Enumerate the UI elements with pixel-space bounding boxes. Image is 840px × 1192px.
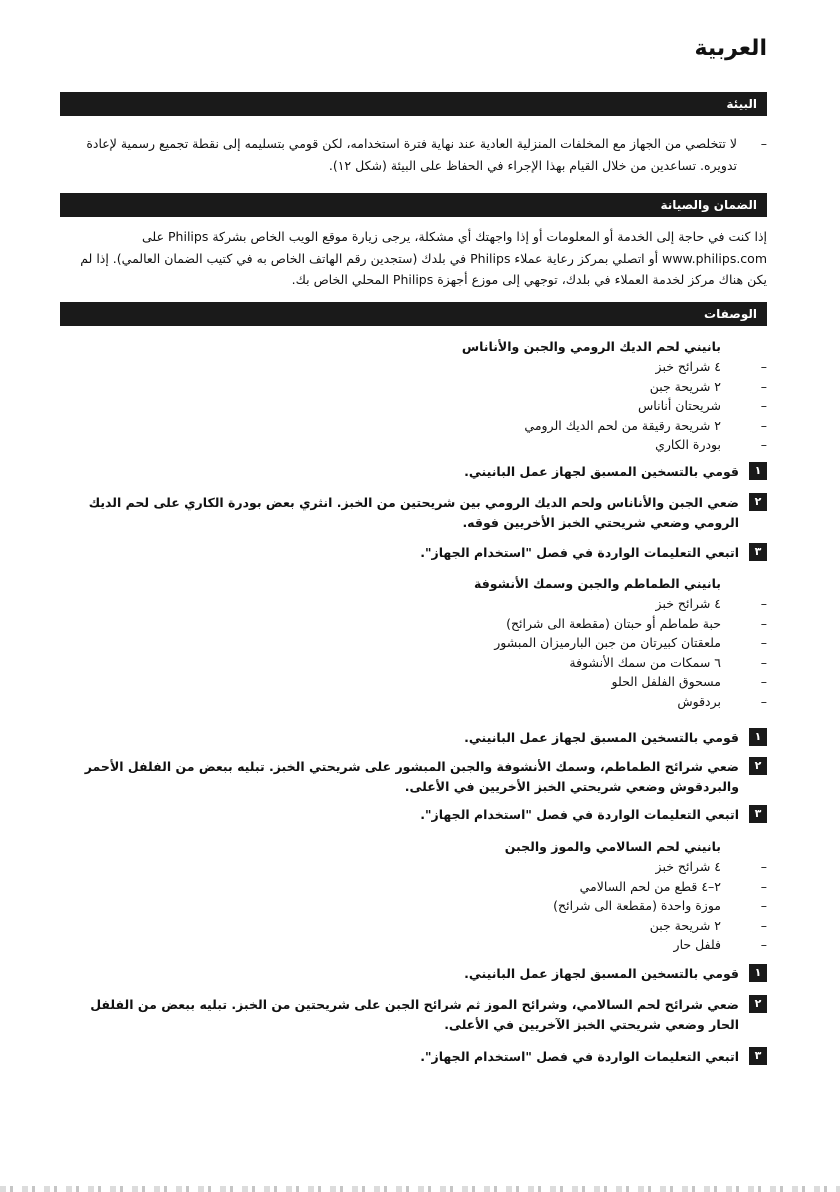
step-item [60, 757, 767, 797]
ingredient-item [60, 377, 767, 397]
recipe-block [60, 836, 767, 955]
list-dash: – [760, 654, 767, 670]
recipe-title: بانيني الطماطم والجبن وسمك الأنشوفة [474, 576, 721, 591]
ingredient-text: ٤ شرائح خبز [655, 596, 721, 611]
list-dash: – [760, 693, 767, 709]
step-text: اتبعي التعليمات الواردة في فصل "استخدام الجهاز". [420, 807, 739, 822]
ingredient-item [60, 653, 767, 673]
ingredient-item [60, 594, 767, 614]
ingredient-text: موزة واحدة (مقطعة الى شرائح) [553, 898, 721, 914]
list-dash: – [760, 398, 767, 414]
list-dash: – [760, 898, 767, 914]
step-text: ضعي شرائح الطماطم، وسمك الأنشوفة والجبن المبشور على شريحتي الخبز. تبليه ببعض من الفلفل الأحمر والبردقوش وضعي شريحتي الخبز الأخريين في الأعلى. [84, 759, 739, 794]
step-number: ٣ [749, 805, 767, 823]
list-dash: – [760, 615, 767, 631]
step-number: ٣ [749, 1047, 767, 1065]
ingredient-item [60, 357, 767, 377]
step-number: ٢ [749, 757, 767, 775]
list-dash: – [760, 859, 767, 874]
ingredient-text: ٢ شريحة رقيقة من لحم الديك الرومي [524, 417, 721, 433]
step-item [60, 805, 767, 825]
ingredient-text: ٤ شرائح خبز [655, 359, 721, 374]
ingredient-item [60, 435, 767, 455]
ingredient-item [60, 877, 767, 897]
step-number: ٢ [749, 493, 767, 511]
list-dash: – [760, 437, 767, 453]
list-dash: – [760, 878, 767, 894]
ingredient-text: شريحتان أناناس [638, 398, 721, 414]
recipe-title: بانيني لحم الديك الرومي والجبن والأناناس [461, 339, 721, 354]
ingredient-item [60, 633, 767, 653]
step-text: ضعي شرائح لحم السالامي، وشرائح الموز ثم شرائح الجبن على شريحتين من الخبز. تبليه ببعض من الفلفل الحار وضعي شريحتي الخبز الآخريين في الأعلى. [90, 997, 739, 1032]
ingredient-item [60, 857, 767, 877]
step-number: ١ [749, 964, 767, 982]
ingredient-item [60, 396, 767, 416]
step-text: ضعي الجبن والأناناس ولحم الديك الرومي بين شريحتين من الخبز. انثري بعض بودرة الكاري على لحم الديك الرومي وضعي شريحتي الخبز الأخريين فوقه. [88, 495, 739, 530]
list-dash: – [760, 596, 767, 611]
ingredient-item [60, 672, 767, 692]
ingredient-item [60, 935, 767, 955]
print-marks-strip [0, 1186, 840, 1192]
ingredient-text: بردقوش [677, 693, 721, 709]
step-item [60, 462, 767, 482]
step-number: ٢ [749, 995, 767, 1013]
guarantee-text: إذا كنت في حاجة إلى الخدمة أو المعلومات أو إذا واجهتك أي مشكلة، يرجى زيارة موقع الويب الخاص بشركة Philips على www.philips.com أو اتصلي بمركز رعاية عملاء Philips في بلدك (ستجدين رقم الهاتف الخاص به في كتيب الضمان العالمي). إذا لم يكن هناك مركز لخدمة العملاء في بلدك، توجهي إلى موزع أجهزة Philips المحلي الخاص بك. [80, 229, 767, 287]
step-text: قومي بالتسخين المسبق لجهاز عمل البانيني. [464, 464, 739, 479]
list-dash: – [760, 937, 767, 953]
step-text: قومي بالتسخين المسبق لجهاز عمل البانيني. [464, 730, 739, 745]
list-dash: – [760, 359, 767, 374]
list-dash: – [760, 674, 767, 690]
list-dash: – [760, 635, 767, 651]
recipe-block [60, 336, 767, 455]
ingredient-text: فلفل حار [673, 937, 721, 953]
step-item [60, 728, 767, 748]
ingredient-item [60, 416, 767, 436]
step-number: ٣ [749, 543, 767, 561]
ingredient-text: ٢ شريحة جبن [649, 917, 721, 933]
section-header-environment: البيئة [60, 92, 767, 116]
list-dash: – [760, 136, 767, 151]
list-dash: – [760, 417, 767, 433]
ingredient-text: بودرة الكاري [655, 437, 721, 453]
section-header-recipes: الوصفات [60, 302, 767, 326]
step-number: ١ [749, 462, 767, 480]
ingredient-item [60, 896, 767, 916]
step-text: اتبعي التعليمات الواردة في فصل "استخدام الجهاز". [420, 1049, 739, 1064]
ingredient-text: ٤ شرائح خبز [655, 859, 721, 874]
ingredient-text: مسحوق الفلفل الحلو [611, 674, 721, 690]
language-title: العربية [694, 36, 767, 61]
ingredient-item [60, 614, 767, 634]
ingredient-text: ملعقتان كبيرتان من جبن البارميزان المبشور [494, 635, 721, 651]
recipe-block [60, 573, 767, 712]
step-item [60, 1047, 767, 1067]
ingredient-text: حبة طماطم أو حبتان (مقطعة الى شرائح) [506, 615, 721, 631]
ingredient-text: ٢ شريحة جبن [649, 378, 721, 394]
recipe-title: بانيني لحم السالامي والموز والجبن [504, 839, 721, 854]
section-header-guarantee: الضمان والصيانة [60, 193, 767, 217]
manual-page [60, 0, 767, 1192]
ingredient-item [60, 916, 767, 936]
step-number: ١ [749, 728, 767, 746]
step-item [60, 964, 767, 984]
ingredient-text: ٢–٤ قطع من لحم السالامي [579, 878, 721, 894]
list-dash: – [760, 917, 767, 933]
environment-paragraph [60, 133, 767, 176]
step-item [60, 493, 767, 533]
step-text: اتبعي التعليمات الواردة في فصل "استخدام الجهاز". [420, 545, 739, 560]
step-item [60, 543, 767, 563]
environment-text: لا تتخلصي من الجهاز مع المخلفات المنزلية العادية عند نهاية فترة استخدامه، لكن قومي بتسليمه إلى نقطة تجميع رسمية لإعادة تدويره. تساعدين من خلال القيام بهذا الإجراء في الحفاظ على البيئة (شكل ١٢). [86, 136, 737, 173]
step-text: قومي بالتسخين المسبق لجهاز عمل البانيني. [464, 966, 739, 981]
list-dash: – [760, 378, 767, 394]
step-item [60, 995, 767, 1035]
ingredient-item [60, 692, 767, 712]
ingredient-text: ٦ سمكات من سمك الأنشوفة [569, 654, 721, 670]
